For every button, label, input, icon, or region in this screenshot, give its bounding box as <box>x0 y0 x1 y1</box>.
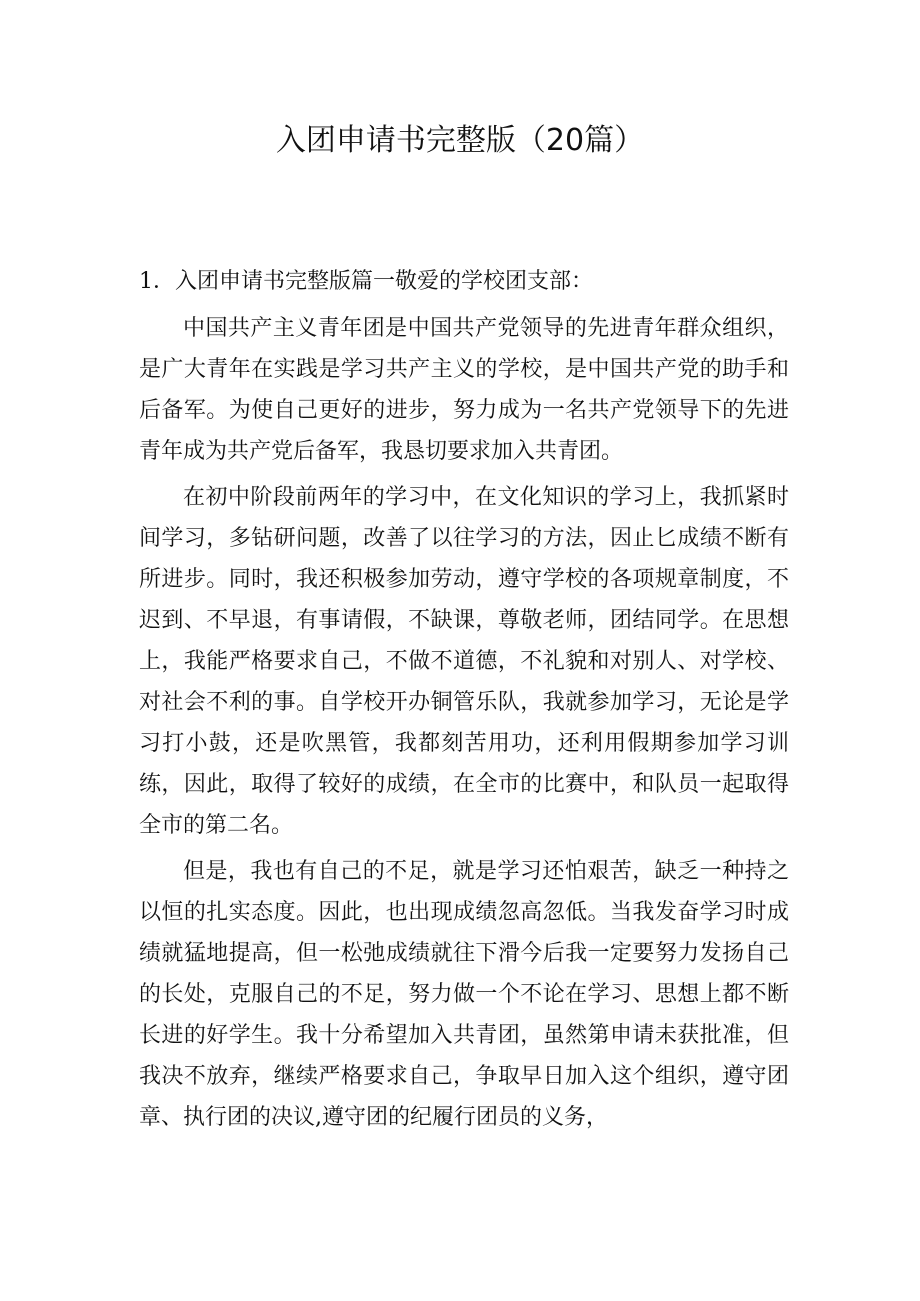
paragraph-2: 在初中阶段前两年的学习中，在文化知识的学习上，我抓紧时间学习，多钻研问题，改善了以往学习的方法，因止匕成绩不断有所进步。同时，我还积极参加劳动，遵守学校的各项规章制度，不迟到、不早退，有事请假，不缺课，尊敬老师，团结同学。在思想上，我能严格要求自己，不做不道德，不礼貌和对别人、对学校、对社会不利的事。自学校开办铜管乐队，我就参加学习，无论是学习打小鼓，还是吹黑管，我都刻苦用功，还利用假期参加学习训练，因此，取得了较好的成绩，在全市的比赛中，和队员一起取得全市的第二名。 <box>139 485 789 838</box>
paragraph-3: 但是，我也有自己的不足，就是学习还怕艰苦，缺乏一种持之以恒的扎实态度。因此，也出现成绩忽高忽低。当我发奋学习时成绩就猛地提高，但一松弛成绩就往下滑今后我一定要努力发扬自己的长处，克服自己的不足，努力做一个不论在学习、思想上都不断长进的好学生。我十分希望加入共青团，虽然第申请未获批准，但我决不放弃，继续严格要求自己，争取早日加入这个组织，遵守团章、执行团的决议,遵守团的纪履行团员的义务， <box>139 859 789 1130</box>
paragraph-1: 中国共产主义青年团是中国共产党领导的先进青年群众组织，是广大青年在实践是学习共产主义的学校，是中国共产党的助手和后备军。为使自己更好的进步，努力成为一名共产党领导下的先进青年成为共产党后备军，我恳切要求加入共青团。 <box>139 316 789 464</box>
document-title: 入团申请书完整版（20篇） <box>275 123 645 158</box>
section-heading: 1．入团申请书完整版篇一敬爱的学校团支部： <box>139 269 593 294</box>
document-body <box>139 261 789 1138</box>
